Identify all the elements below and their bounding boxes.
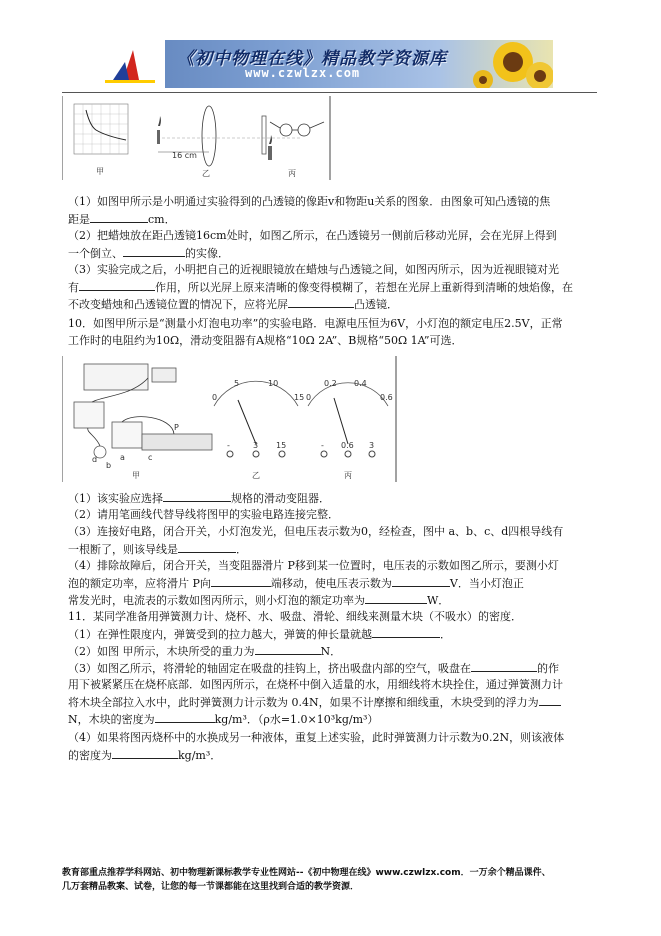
q9-part2-post: 的实像． <box>185 247 229 260</box>
a-tick-1: 0.2 <box>324 379 337 388</box>
q10-part4-line2 <box>68 575 524 592</box>
v-tick-1: 5 <box>234 379 240 388</box>
footer-line1: 教育部重点推荐学科网站、初中物理新课标教学专业性网站--《初中物理在线》www.czwlzx.com．一万余个精品课件、 <box>62 868 551 878</box>
answer-blank[interactable] <box>112 747 178 759</box>
q10-part1-post: 规格的滑动变阻器． <box>231 492 330 505</box>
label-d: d <box>92 455 98 464</box>
answer-blank[interactable] <box>255 643 321 655</box>
figure-bing-label: 丙 <box>288 169 296 178</box>
q11-part3-line3 <box>68 694 561 711</box>
q9-part2-line1: （2）把蜡烛放在距凸透镜16cm处时，如图乙所示，在凸透镜另一侧前后移动光屏，会在光屏上得到 <box>68 229 557 242</box>
page-footer <box>62 866 602 894</box>
answer-blank[interactable] <box>178 541 236 553</box>
figure-yi-voltmeter <box>212 379 304 480</box>
q10-part4-pre: 泡的额定功率，应将滑片 P向 <box>68 577 211 590</box>
header-divider <box>62 92 597 93</box>
label-a: a <box>120 453 125 462</box>
figure-yi-label: 乙 <box>202 169 210 178</box>
figure-jia-label: 甲 <box>132 471 140 480</box>
figure-yi-bench <box>157 106 302 178</box>
q9-part2-pre: 一个倒立、 <box>68 247 123 260</box>
voltmeter-icon <box>74 402 104 428</box>
answer-blank[interactable] <box>365 592 427 604</box>
q10-part4c-pre: 常发光时，电流表的示数如图丙所示，则小灯泡的额定功率为 <box>68 594 365 607</box>
lens-figures <box>62 96 334 182</box>
q11-intro: 11．某同学准备用弹簧测力计、烧杯、水、吸盘、滑轮、细线来测量木块（不吸水）的密度． <box>68 610 522 623</box>
q9-part3-line3 <box>68 296 398 313</box>
q9-part3-line1: （3）实验完成之后，小明把自己的近视眼镜放在蜡烛与凸透镜之间，如图丙所示，因为近视眼镜对光 <box>68 263 559 276</box>
q9-part2-line2 <box>68 245 229 262</box>
q10-part3-line2 <box>68 541 247 558</box>
ammeter-icon <box>112 422 142 448</box>
q11-part3c-pre: 将木块全部拉入水中，此时弹簧测力计示数为 0.4N，如果不计摩擦和细线重，木块受到的浮力为 <box>68 696 539 709</box>
footer-line2: 几万套精品教案、试卷，让您的每一节课都能在这里找到合适的教学资源． <box>62 882 360 892</box>
figure-bing-ammeter <box>306 379 393 480</box>
label-c: c <box>148 453 153 462</box>
q10-part3-line1: （3）连接好电路，闭合开关，小灯泡发光，但电压表示数为0，经检查，图中 a、b、c、d四根导线有 <box>68 525 564 538</box>
q9-part3c-post: 凸透镜． <box>354 298 398 311</box>
switch-icon <box>152 368 176 382</box>
q11-part2-post: N． <box>320 645 342 658</box>
q11-part1-pre: （1）在弹性限度内，弹簧受到的拉力越大，弹簧的伸长量就越 <box>68 628 372 641</box>
answer-blank[interactable] <box>372 626 440 638</box>
rheostat-icon <box>142 434 212 450</box>
answer-blank[interactable] <box>90 211 148 223</box>
v-tick-0: 0 <box>212 393 218 402</box>
q11-part2 <box>68 643 341 660</box>
v-tick-2: 10 <box>268 379 279 388</box>
label-b: b <box>106 461 112 470</box>
q11-part3-post: 的作 <box>537 662 559 675</box>
q10-part2: （2）请用笔画线代替导线将图甲的实验电路连接完整． <box>68 508 339 521</box>
answer-blank[interactable] <box>392 575 450 587</box>
q10-part3-post: ． <box>236 543 247 556</box>
q11-part4-line2 <box>68 747 221 764</box>
answer-blank[interactable] <box>211 575 271 587</box>
a-term-1: 0.6 <box>341 441 354 450</box>
q10-part1 <box>68 490 330 507</box>
q9-part3c-pre: 不改变蜡烛和凸透镜位置的情况下，应将光屏 <box>68 298 288 311</box>
q11-part2-pre: （2）如图 甲所示，木块所受的重力为 <box>68 645 255 658</box>
sunflower-icon <box>473 42 553 88</box>
figure-bing-label: 丙 <box>344 471 352 480</box>
q10-part4-mid: 端移动，使电压表示数为 <box>270 577 392 590</box>
q9-part3-pre: 有 <box>68 281 79 294</box>
header-url: www.czwlzx.com <box>245 66 361 80</box>
q9-part1-line1: （1）如图甲所示是小明通过实验得到的凸透镜的像距v和物距u关系的图象．由图象可知凸透镜的焦 <box>68 195 551 208</box>
answer-blank[interactable] <box>288 296 354 308</box>
a-tick-2: 0.4 <box>354 379 367 388</box>
q10-part4c-post: W． <box>427 594 450 607</box>
answer-blank[interactable] <box>471 660 537 672</box>
v-term-0: - <box>227 441 230 450</box>
a-tick-3: 0.6 <box>380 393 393 402</box>
q10-part4-line3 <box>68 592 449 609</box>
q11-part4-post: kg/m³． <box>178 749 222 762</box>
q11-part3-line4 <box>68 711 378 728</box>
q11-part1-post: ． <box>440 628 451 641</box>
circuit-figures <box>62 356 398 484</box>
q9-part3-post: 作用，所以光屏上原来清晰的像变得模糊了，若想在光屏上重新得到清晰的烛焰像，在 <box>155 281 573 294</box>
q9-part1-line2 <box>68 211 176 228</box>
answer-blank[interactable] <box>123 245 185 257</box>
figure-jia-circuit <box>74 364 212 480</box>
answer-blank[interactable] <box>163 490 231 502</box>
q11-part4-line1: （4）如果将图丙烧杯中的水换成另一种液体，重复上述实验，此时弹簧测力计示数为0.2N，则该液体 <box>68 731 565 744</box>
v-term-1: 3 <box>253 441 259 450</box>
answer-blank[interactable] <box>539 694 561 706</box>
answer-blank[interactable] <box>79 279 155 291</box>
q11-part3-pre: （3）如图乙所示，将滑轮的轴固定在吸盘的挂钩上，挤出吸盘内部的空气，吸盘在 <box>68 662 471 675</box>
q11-part4-pre: 的密度为 <box>68 749 112 762</box>
a-term-2: 3 <box>369 441 375 450</box>
v-tick-3: 15 <box>294 393 305 402</box>
header-title: 《初中物理在线》精品教学资源库 <box>177 49 447 69</box>
q10-part1-pre: （1）该实验应选择 <box>68 492 163 505</box>
q10-intro-line1: 10．如图甲所示是“测量小灯泡电功率”的实验电路．电源电压恒为6V，小灯泡的额定电压2.5V，正常 <box>68 317 563 330</box>
figure-jia-label: 甲 <box>96 167 104 176</box>
answer-blank[interactable] <box>155 711 215 723</box>
q11-part3d-post: kg/m³．（ρ水=1.0×10³kg/m³） <box>214 713 379 726</box>
header-banner <box>95 40 553 88</box>
v-term-2: 15 <box>276 441 287 450</box>
q9-part1-pre: 距是 <box>68 213 90 226</box>
logo-bar <box>105 80 155 83</box>
figure-jia-graph <box>74 104 128 176</box>
q9-part3-line2 <box>68 279 573 296</box>
figure-yi-label: 乙 <box>252 471 260 480</box>
q10-part4-post: V．当小灯泡正 <box>449 577 524 590</box>
q11-part3-line1 <box>68 660 559 677</box>
q9-part1-post: cm． <box>148 213 176 226</box>
q11-part3-line2: 用下被紧紧压在烧杯底部．如图丙所示，在烧杯中倒入适量的水，用细线将木块拴住，通过弹簧测力计 <box>68 678 563 691</box>
a-tick-0: 0 <box>306 393 312 402</box>
q10-intro-line2: 工作时的电阻约为10Ω，滑动变阻器有A规格“10Ω 2A”、B规格“50Ω 1A”可选． <box>68 334 463 347</box>
figure-yi-distance: 16 cm <box>172 151 197 160</box>
q10-part4-line1: （4）排除故障后，闭合开关，当变阻器滑片 P移到某一位置时，电压表的示数如图乙所示，要测小灯 <box>68 559 559 572</box>
label-P: P <box>174 423 179 432</box>
q10-part3-pre: 一根断了，则该导线是 <box>68 543 178 556</box>
q11-part1 <box>68 626 451 643</box>
a-term-0: - <box>321 441 324 450</box>
figure-bing-glasses <box>268 122 324 178</box>
q11-part3d-pre: N，木块的密度为 <box>68 713 155 726</box>
